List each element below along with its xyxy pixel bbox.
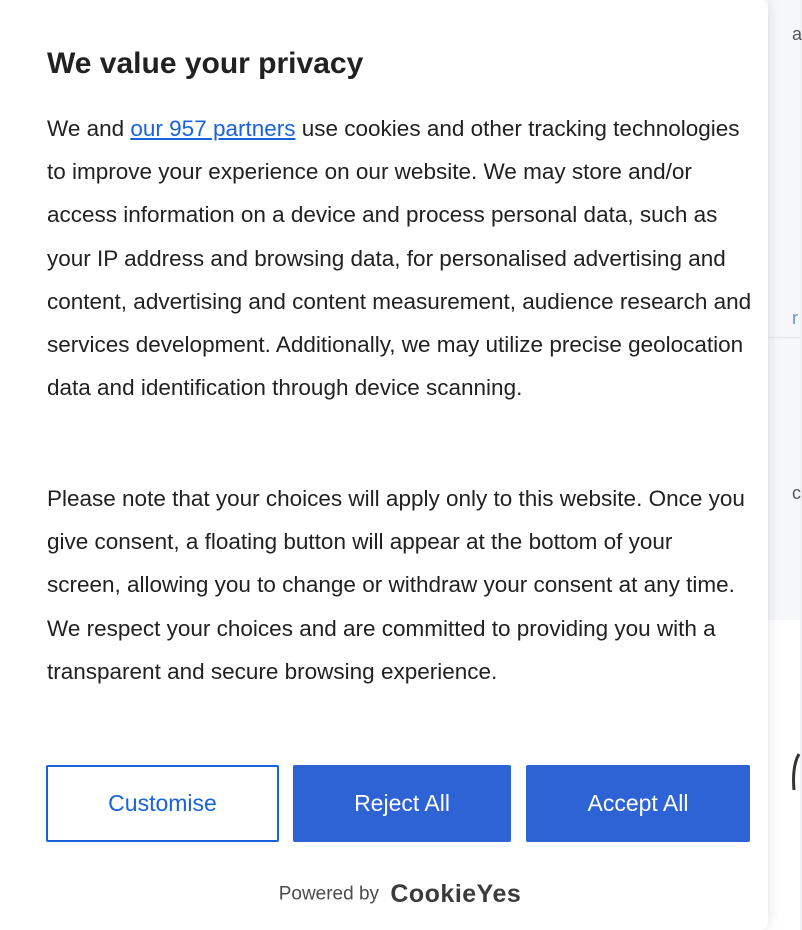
background-text-fragment: r (792, 308, 798, 328)
background-graphic-fragment (790, 752, 800, 792)
banner-title: We value your privacy (47, 47, 364, 80)
consent-description (47, 107, 752, 409)
powered-by-footer (0, 880, 800, 909)
description-text-start: We and (47, 116, 131, 141)
accept-all-button[interactable]: Accept All (526, 765, 750, 842)
background-text-fragment: c (792, 483, 801, 503)
partners-link[interactable]: our 957 partners (130, 116, 296, 141)
background-divider (768, 337, 800, 338)
consent-note: Please note that your choices will apply only to this website. Once you give consent, a floating button will appear at the bottom of your screen, allowing you to change or withdraw your consent at any time. We respect your choices and are committed to providing you with a transparent and secure browsing experience. (47, 486, 745, 684)
reject-all-button[interactable]: Reject All (293, 765, 511, 842)
background-text-fragment: a (792, 24, 802, 44)
cookieyes-logo[interactable]: CookieYes (390, 880, 522, 908)
customise-button[interactable]: Customise (46, 765, 279, 842)
powered-by-label: Powered by (278, 883, 380, 905)
description-text-end: use cookies and other tracking technologies to improve your experience on our website. We may store and/or access information on a device and process personal data, such as your IP address and browsing data, for personalised advertising and content, advertising and content measurement, audience research and services development. Additionally, we may utilize precise geolocation data and identification through device scanning. (47, 116, 752, 401)
